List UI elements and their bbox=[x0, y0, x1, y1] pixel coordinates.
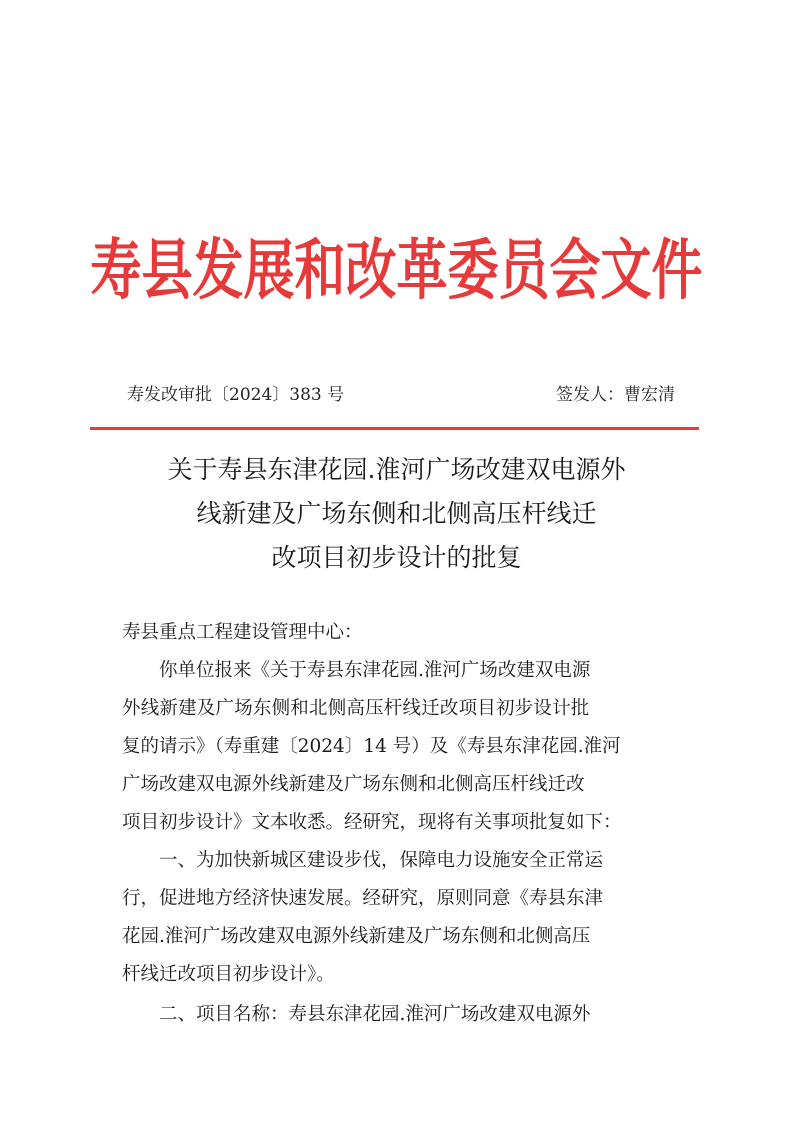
masthead-title: 寿县发展和改革委员会文件 bbox=[90, 233, 703, 310]
body-line: 二、项目名称：寿县东津花园.淮河广场改建双电源外 bbox=[159, 1004, 591, 1025]
document-number: 寿发改审批〔2024〕383 号 bbox=[127, 385, 345, 405]
title-line: 关于寿县东津花园.淮河广场改建双电源外 bbox=[167, 455, 626, 484]
signer-label: 签发人： bbox=[556, 385, 624, 405]
body-line: 杆线迁改项目初步设计》。 bbox=[122, 964, 335, 985]
red-divider-line bbox=[90, 427, 699, 430]
body-line: 项目初步设计》文本收悉。经研究，现将有关事项批复如下： bbox=[122, 812, 622, 833]
body-line: 你单位报来《关于寿县东津花园.淮河广场改建双电源 bbox=[159, 660, 591, 681]
body-line: 行，促进地方经济快速发展。经研究，原则同意《寿县东津 bbox=[122, 888, 604, 909]
body-line: 外线新建及广场东侧和北侧高压杆线迁改项目初步设计批 bbox=[122, 698, 590, 719]
document-title bbox=[80, 448, 713, 580]
body-line: 花园.淮河广场改建双电源外线新建及广场东侧和北侧高压 bbox=[122, 926, 591, 947]
title-line: 改项目初步设计的批复 bbox=[271, 543, 522, 572]
body-line: 复的请示》（寿重建〔2024〕14 号）及《寿县东津花园.淮河 bbox=[122, 736, 621, 757]
signer-name: 曹宏清 bbox=[624, 385, 675, 405]
body-line: 广场改建双电源外线新建及广场东侧和北侧高压杆线迁改 bbox=[122, 774, 585, 795]
title-line: 线新建及广场东侧和北侧高压杆线迁 bbox=[196, 499, 597, 528]
signer bbox=[556, 381, 675, 409]
salutation: 寿县重点工程建设管理中心： bbox=[122, 622, 363, 643]
body-line: 一、为加快新城区建设步伐，保障电力设施安全正常运 bbox=[159, 850, 604, 871]
